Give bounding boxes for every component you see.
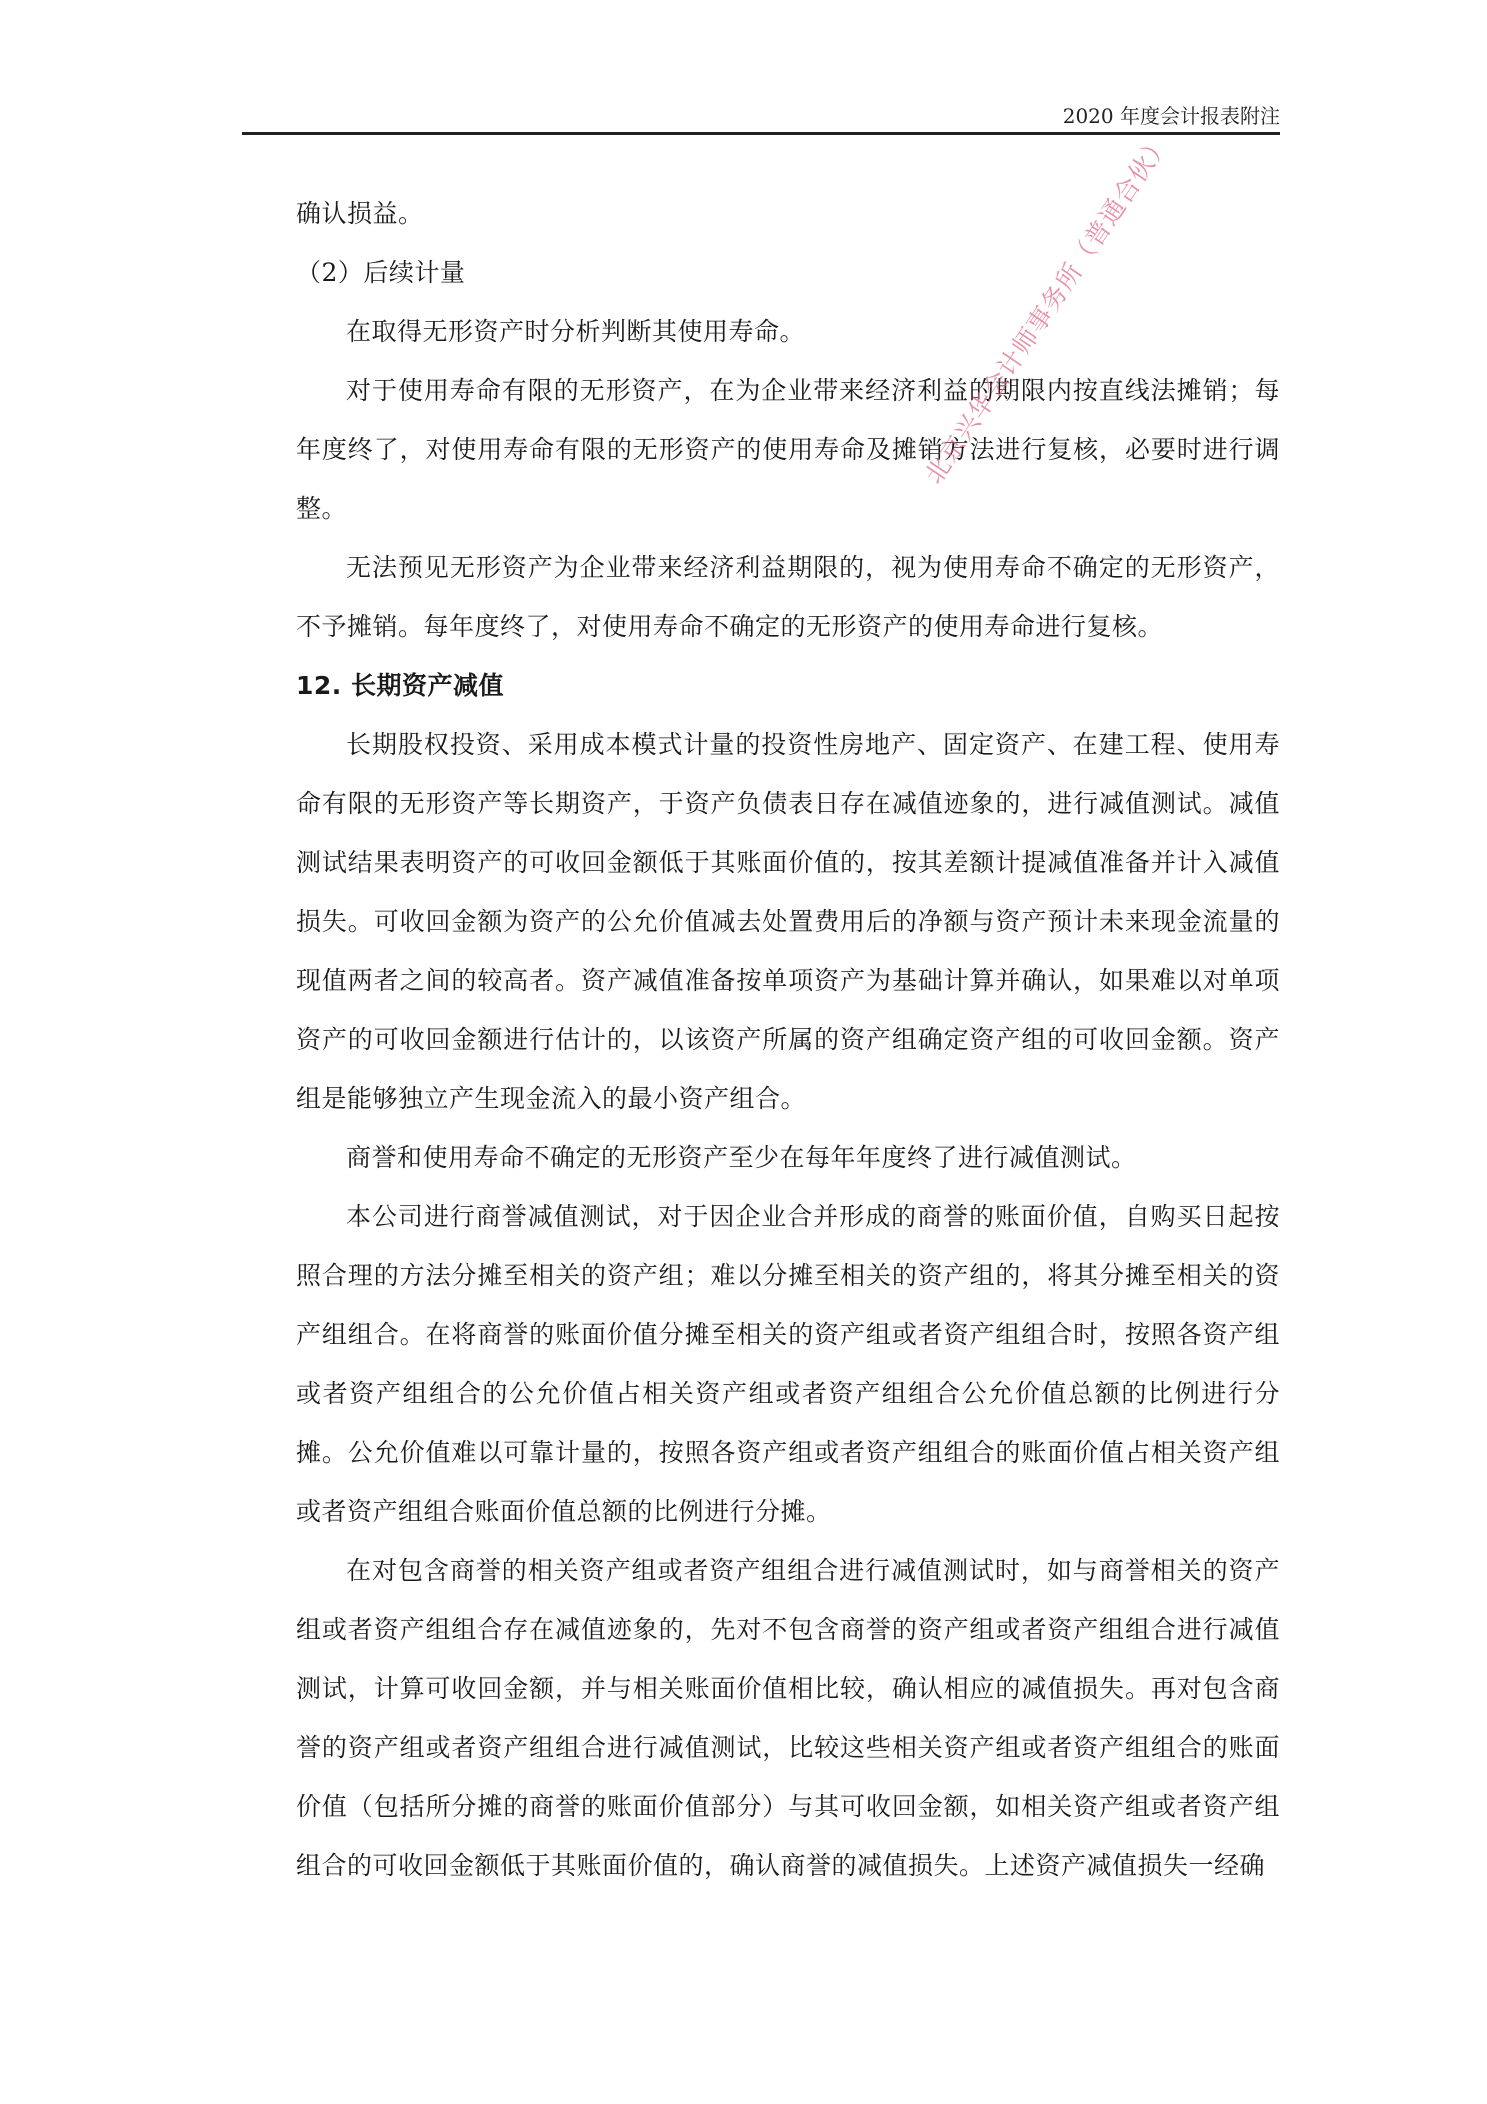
seal-stamp: 北京兴华会计师事务所（普通合伙） [919,127,1176,490]
header-rule [242,132,1280,135]
document-body [296,184,1280,1895]
paragraph: 在取得无形资产时分析判断其使用寿命。 [346,317,806,346]
paragraph: 长期股权投资、采用成本模式计量的投资性房地产、固定资产、在建工程、使用寿命有限的无形资产等长期资产，于资产负债表日存在减值迹象的，进行减值测试。减值测试结果表明资产的可收回金额低于其账面价值的，按其差额计提减值准备并计入减值损失。可收回金额为资产的公允价值减去处置费用后的净额与资产预计未来现金流量的现值两者之间的较高者。资产减值准备按单项资产为基础计算并确认，如果难以对单项资产的可收回金额进行估计的，以该资产所属的资产组确定资产组的可收回金额。资产组是能够独立产生现金流入的最小资产组合。 [296,730,1280,1113]
page-header: 2020 年度会计报表附注 [1062,104,1280,128]
section-heading: 12. 长期资产减值 [296,671,504,700]
paragraph: 对于使用寿命有限的无形资产，在为企业带来经济利益的期限内按直线法摊销；每年度终了，对使用寿命有限的无形资产的使用寿命及摊销方法进行复核，必要时进行调整。 [296,376,1280,523]
paragraph-continuation: 确认损益。 [296,199,424,228]
paragraph: 本公司进行商誉减值测试，对于因企业合并形成的商誉的账面价值，自购买日起按照合理的方法分摊至相关的资产组；难以分摊至相关的资产组的，将其分摊至相关的资产组组合。在将商誉的账面价值分摊至相关的资产组或者资产组组合时，按照各资产组或者资产组组合的公允价值占相关资产组或者资产组组合公允价值总额的比例进行分摊。公允价值难以可靠计量的，按照各资产组或者资产组组合的账面价值占相关资产组或者资产组组合账面价值总额的比例进行分摊。 [296,1202,1280,1526]
subheading-subsequent-measurement: （2）后续计量 [296,258,466,287]
paragraph: 在对包含商誉的相关资产组或者资产组组合进行减值测试时，如与商誉相关的资产组或者资产组组合存在减值迹象的，先对不包含商誉的资产组或者资产组组合进行减值测试，计算可收回金额，并与相关账面价值相比较，确认相应的减值损失。再对包含商誉的资产组或者资产组组合进行减值测试，比较这些相关资产组或者资产组组合的账面价值（包括所分摊的商誉的账面价值部分）与其可收回金额，如相关资产组或者资产组组合的可收回金额低于其账面价值的，确认商誉的减值损失。上述资产减值损失一经确 [296,1556,1280,1880]
paragraph: 商誉和使用寿命不确定的无形资产至少在每年年度终了进行减值测试。 [346,1143,1137,1172]
paragraph: 无法预见无形资产为企业带来经济利益期限的，视为使用寿命不确定的无形资产，不予摊销。每年度终了，对使用寿命不确定的无形资产的使用寿命进行复核。 [296,553,1280,641]
